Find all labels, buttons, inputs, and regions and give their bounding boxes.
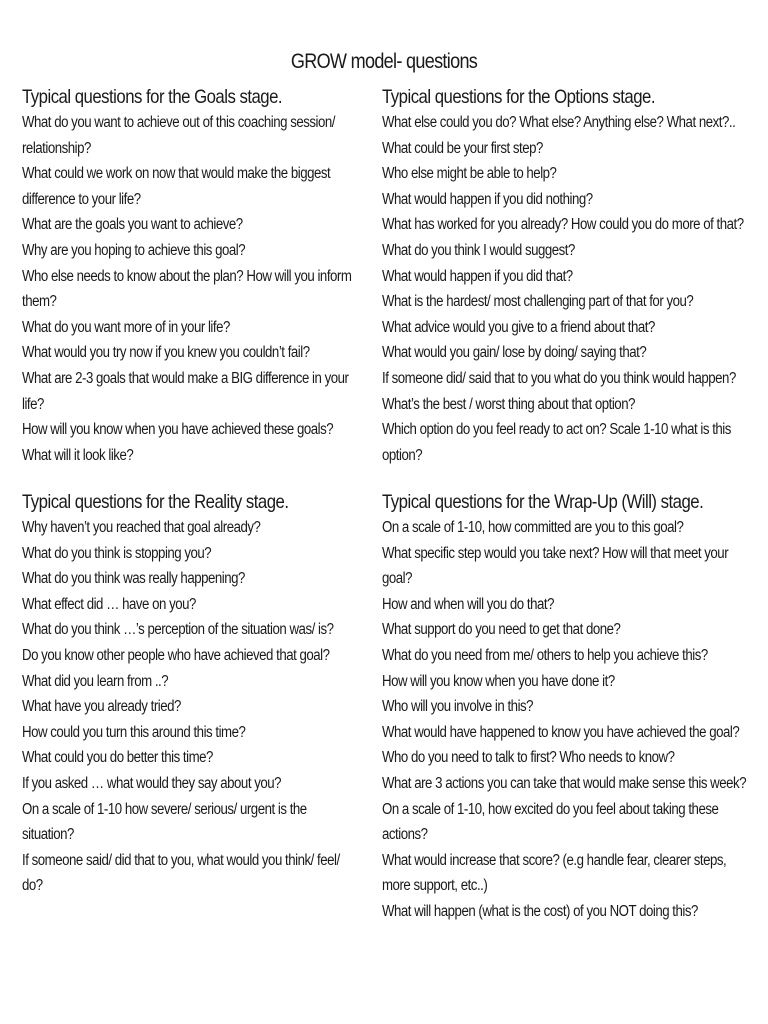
reality-heading: Typical questions for the Reality stage. [22,491,289,513]
wrap-up-section [382,489,768,925]
question-item: On a scale of 1-10 how severe/ serious/ urgent is the situation? [22,800,307,844]
goals-question-list [22,110,357,468]
question-item: Who else might be able to help? [382,165,557,183]
question-item: What do you think is stopping you? [22,544,212,562]
options-section [382,84,768,468]
question-item: What do you want to achieve out of this coaching session/ relationship? [22,114,335,157]
question-item: What else could you do? What else? Anything else? What next?.. [382,114,736,131]
options-heading: Typical questions for the Options stage. [382,86,656,108]
question-item: What are the goals you want to achieve? [22,216,243,234]
question-item: Who will you involve in this? [382,698,534,716]
question-item: Why haven’t you reached that goal already? [22,519,261,536]
question-item: If someone said/ did that to you, what would you think/ feel/ do? [22,851,340,895]
wrap-up-question-list [382,515,752,925]
question-item: Do you know other people who have achieved that goal? [22,646,330,664]
question-item: If you asked … what would they say about you? [22,774,282,792]
question-item: What would happen if you did that? [382,267,573,285]
question-item: What specific step would you take next? How will that meet your goal? [382,544,729,588]
question-item: What is the hardest/ most challenging part of that for you? [382,293,694,311]
question-item: What did you learn from ..? [22,672,169,690]
reality-section [22,489,412,899]
question-item: What has worked for you already? How could you do more of that? [382,216,744,234]
wrap-up-heading: Typical questions for the Wrap-Up (Will) stage. [382,491,704,513]
question-item: Who else needs to know about the plan? How will you inform them? [22,267,352,311]
question-item: What do you think …’s perception of the situation was/ is? [22,621,334,639]
question-item: What do you think was really happening? [22,570,245,588]
question-item: Which option do you feel ready to act on? Scale 1-10 what is this option? [382,421,731,464]
question-item: What would have happened to know you have achieved the goal? [382,723,740,741]
reality-question-list [22,515,357,899]
question-item: What could we work on now that would make the biggest difference to your life? [22,165,331,208]
question-item: What effect did … have on you? [22,595,196,613]
goals-heading: Typical questions for the Goals stage. [22,86,283,108]
options-question-list [382,110,752,468]
question-item: On a scale of 1-10, how committed are you to this goal? [382,519,684,536]
question-item: What could be your first step? [382,139,543,157]
question-item: What will it look like? [22,446,134,464]
question-item: If someone did/ said that to you what do you think would happen? [382,369,736,387]
question-item: What are 2-3 goals that would make a BIG difference in your life? [22,369,349,413]
question-item: What have you already tried? [22,698,181,716]
question-item: What support do you need to get that done? [382,621,621,639]
question-item: Why are you hoping to achieve this goal? [22,241,246,259]
question-item: How will you know when you have done it? [382,672,615,690]
goals-section [22,84,412,468]
question-item: What’s the best / worst thing about that option? [382,395,635,413]
question-item: What do you need from me/ others to help you achieve this? [382,646,708,664]
question-item: What are 3 actions you can take that would make sense this week? [382,774,747,792]
question-item: What could you do better this time? [22,749,213,767]
question-item: What would increase that score? (e.g handle fear, clearer steps, more support, etc..) [382,851,727,895]
page-title: GROW model- questions [290,50,478,73]
question-item: What do you want more of in your life? [22,318,230,336]
question-item: What advice would you give to a friend about that? [382,318,655,336]
question-item: What would happen if you did nothing? [382,190,593,208]
question-item: How will you know when you have achieved these goals? [22,421,334,439]
question-item: What would you try now if you knew you couldn’t fail? [22,344,310,362]
question-item: What would you gain/ lose by doing/ saying that? [382,344,647,362]
question-item: How and when will you do that? [382,595,554,613]
question-item: What will happen (what is the cost) of you NOT doing this? [382,902,698,920]
question-item: Who do you need to talk to first? Who needs to know? [382,749,675,767]
question-item: What do you think I would suggest? [382,241,575,259]
question-item: How could you turn this around this time? [22,723,246,741]
question-item: On a scale of 1-10, how excited do you feel about taking these actions? [382,800,719,844]
